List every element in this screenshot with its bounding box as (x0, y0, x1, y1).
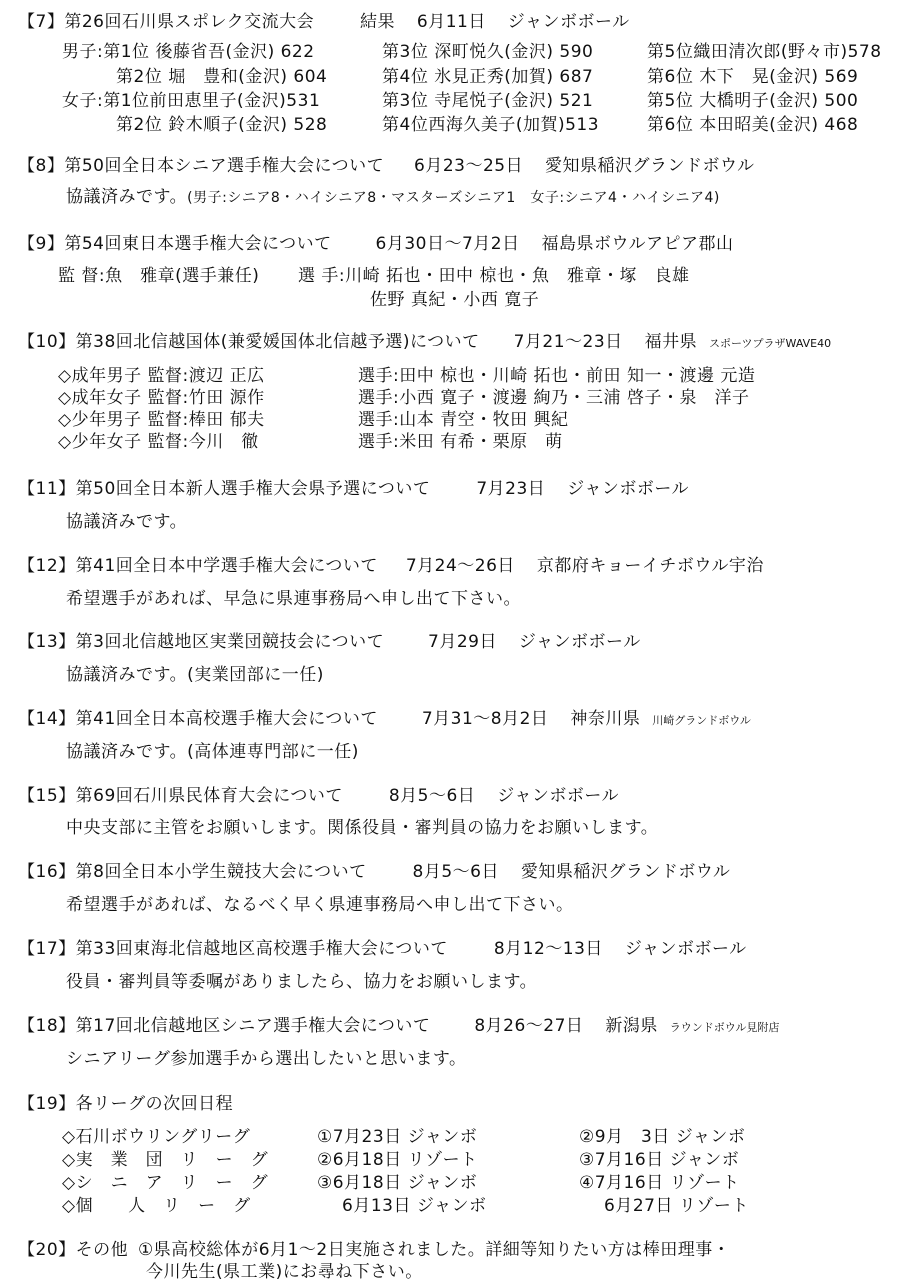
section-8-body-text: 協議済みです。 (66, 187, 188, 207)
league-name: ◇個 人 リ ー グ (62, 1196, 251, 1216)
s10-players: 選手:山本 青空・牧田 興紀 (358, 410, 569, 430)
section-8-body (66, 187, 720, 208)
section-12-heading (18, 556, 764, 576)
s19-row-0 (62, 1127, 745, 1147)
section-12-date: 7月24～26日 (405, 556, 515, 576)
s10-coach: ◇成年男子 監督:渡辺 正広 (58, 366, 265, 386)
s7-cell: 第3位 寺尾悦子(金沢) 521 (382, 91, 594, 111)
s7-cell: 第6位 木下 晃(金沢) 569 (647, 67, 859, 87)
league-next-1: ①7月23日 ジャンボ (317, 1127, 478, 1147)
section-14-title: 【14】第41回全日本高校選手権大会について (18, 709, 378, 729)
section-11-venue: ジャンボボール (567, 479, 690, 499)
section-14-venue: 神奈川県 (570, 709, 641, 729)
section-18-venue-sub: ラウンドボウル見附店 (669, 1021, 780, 1034)
section-14-venue-sub: 川崎グランドボウル (652, 714, 751, 727)
section-10-title: 【10】第38回北信越国体(兼愛媛国体北信越予選)について (18, 332, 480, 352)
league-name: ◇シ ニ ア リ ー グ (62, 1173, 269, 1193)
s10-players: 選手:小西 寛子・渡邊 絢乃・三浦 啓子・泉 洋子 (358, 388, 750, 408)
s7-cell: 第4位西海久美子(加賀)513 (382, 115, 600, 135)
section-18-title: 【18】第17回北信越地区シニア選手権大会について (18, 1016, 431, 1036)
section-16-venue: 愛知県稲沢グランドボウル (520, 862, 731, 882)
section-20-line-1 (18, 1240, 730, 1260)
section-18-venue: 新潟県 (605, 1016, 658, 1036)
section-9-title: 【9】第54回東日本選手権大会について (18, 234, 332, 254)
section-12-title: 【12】第41回全日本中学選手権大会について (18, 556, 378, 576)
section-16-title: 【16】第8回全日本小学生競技大会について (18, 862, 367, 882)
league-next-1: ③6月18日 ジャンボ (317, 1173, 478, 1193)
section-19-title: 【19】各リーグの次回日程 (18, 1094, 234, 1114)
s7-cell: 男子:第1位 後藤省吾(金沢) 622 (62, 42, 315, 62)
s7-cell: 女子:第1位前田恵里子(金沢)531 (62, 91, 321, 111)
section-17-heading (18, 939, 747, 959)
s10-coach: ◇少年女子 監督:今川 徹 (58, 432, 259, 452)
section-13-title: 【13】第3回北信越地区実業団競技会について (18, 632, 385, 652)
section-9-coach: 監 督:魚 雅章(選手兼任) (58, 266, 260, 286)
section-10-venue-sub: スポーツプラザWAVE40 (709, 337, 832, 350)
section-9-date: 6月30日～7月2日 (375, 234, 520, 254)
section-18-body: シニアリーグ参加選手から選出したいと思います。 (66, 1049, 467, 1069)
s7-row-3 (62, 115, 858, 135)
s7-cell: 第3位 深町悦久(金沢) 590 (382, 42, 594, 62)
section-17-body: 役員・審判員等委嘱がありましたら、協力をお願いします。 (66, 972, 538, 992)
section-11-heading (18, 479, 689, 499)
league-next-2: ③7月16日 ジャンボ (579, 1150, 740, 1170)
league-name: ◇石川ボウリングリーグ (62, 1127, 251, 1147)
s10-row-2 (58, 410, 569, 430)
s7-cell: 第5位織田清次郎(野々市)578 (647, 42, 882, 62)
section-9-players-2: 佐野 真紀・小西 寛子 (370, 290, 540, 310)
section-15-heading (18, 786, 619, 806)
section-14-heading (18, 709, 751, 731)
section-8-venue: 愛知県稲沢グランドボウル (545, 156, 755, 176)
section-17-venue: ジャンボボール (624, 939, 747, 959)
league-next-1: 6月13日 ジャンボ (342, 1196, 487, 1216)
section-9-heading (18, 234, 734, 254)
league-next-2: 6月27日 リゾート (604, 1196, 749, 1216)
section-8-heading (18, 156, 755, 176)
section-13-venue: ジャンボボール (518, 632, 641, 652)
section-16-heading (18, 862, 730, 882)
section-9-team-row-1 (58, 266, 689, 286)
section-13-body: 協議済みです。(実業団部に一任) (66, 665, 324, 685)
section-8-date: 6月23～25日 (414, 156, 524, 176)
section-18-date: 8月26～27日 (474, 1016, 584, 1036)
section-20-line-2 (146, 1262, 423, 1282)
section-8-body-detail: (男子:シニア8・ハイシニア8・マスターズシニア1 女子:シニア4・ハイシニア4) (187, 190, 720, 206)
s7-cell: 第2位 鈴木順子(金沢) 528 (116, 115, 328, 135)
s10-players: 選手:米田 有希・栗原 萌 (358, 432, 563, 452)
section-9-team-row-2 (370, 290, 539, 310)
league-next-1: ②6月18日 リゾート (317, 1150, 478, 1170)
section-17-title: 【17】第33回東海北信越地区高校選手権大会について (18, 939, 448, 959)
section-10-heading (18, 332, 831, 354)
section-17-date: 8月12～13日 (493, 939, 603, 959)
section-14-body: 協議済みです。(高体連専門部に一任) (66, 742, 359, 762)
section-11-title: 【11】第50回全日本新人選手権大会県予選について (18, 479, 431, 499)
s19-row-1 (62, 1150, 739, 1170)
s7-cell: 第2位 堀 豊和(金沢) 604 (116, 67, 328, 87)
league-name: ◇実 業 団 リ ー グ (62, 1150, 269, 1170)
section-15-date: 8月5～6日 (388, 786, 476, 806)
section-9-players: 選 手:川崎 拓也・田中 椋也・魚 雅章・塚 良雄 (298, 266, 690, 286)
section-16-date: 8月5～6日 (412, 862, 499, 882)
section-8-title: 【8】第50回全日本シニア選手権大会について (18, 156, 385, 176)
s7-cell: 第4位 氷見正秀(加賀) 687 (382, 67, 594, 87)
section-15-body: 中央支部に主管をお願いします。関係役員・審判員の協力をお願いします。 (66, 818, 659, 838)
section-12-venue: 京都府キョーイチボウル宇治 (536, 556, 764, 576)
section-13-heading (18, 632, 641, 652)
section-15-title: 【15】第69回石川県民体育大会について (18, 786, 343, 806)
section-13-date: 7月29日 (428, 632, 497, 652)
s7-cell: 第6位 本田昭美(金沢) 468 (647, 115, 859, 135)
s10-coach: ◇少年男子 監督:棒田 郁夫 (58, 410, 265, 430)
section-11-date: 7月23日 (476, 479, 546, 499)
league-next-2: ④7月16日 リゾート (579, 1173, 740, 1193)
league-next-2: ②9月 3日 ジャンボ (579, 1127, 746, 1147)
s19-row-3 (62, 1196, 749, 1216)
s10-row-3 (58, 432, 563, 452)
section-7-result-label: 結果 (360, 12, 396, 32)
section-10-date: 7月21～23日 (513, 332, 623, 352)
s7-row-1 (62, 67, 858, 87)
section-15-venue: ジャンボボール (497, 786, 620, 806)
section-9-venue: 福島県ボウルアピア郡山 (541, 234, 734, 254)
section-14-date: 7月31～8月2日 (421, 709, 549, 729)
section-7-heading (18, 12, 630, 32)
s7-row-0 (62, 42, 882, 62)
s10-players: 選手:田中 椋也・川崎 拓也・前田 知一・渡邊 元造 (358, 366, 756, 386)
section-16-body: 希望選手があれば、なるべく早く県連事務局へ申し出て下さい。 (66, 895, 574, 915)
s7-row-2 (62, 91, 858, 111)
section-18-heading (18, 1016, 779, 1038)
section-7-venue: ジャンボボール (507, 12, 630, 32)
section-12-body: 希望選手があれば、早急に県連事務局へ申し出て下さい。 (66, 589, 521, 609)
s7-cell: 第5位 大橋明子(金沢) 500 (647, 91, 859, 111)
section-19-heading (18, 1094, 233, 1114)
s10-coach: ◇成年女子 監督:竹田 源作 (58, 388, 265, 408)
section-20-title: 【20】その他 (18, 1240, 129, 1260)
section-7-title: 【7】第26回石川県スポレク交流大会 (18, 12, 315, 32)
section-20-text-2: 今川先生(県工業)にお尋ね下さい。 (146, 1262, 423, 1282)
section-20-text-1: ①県高校総体が6月1～2日実施されました。詳細等知りたい方は棒田理事・ (138, 1240, 731, 1260)
section-7-date: 6月11日 (416, 12, 486, 32)
s19-row-2 (62, 1173, 740, 1193)
section-11-body: 協議済みです。 (66, 512, 188, 532)
s10-row-0 (58, 366, 755, 386)
section-10-venue: 福井県 (644, 332, 698, 352)
s10-row-1 (58, 388, 749, 408)
